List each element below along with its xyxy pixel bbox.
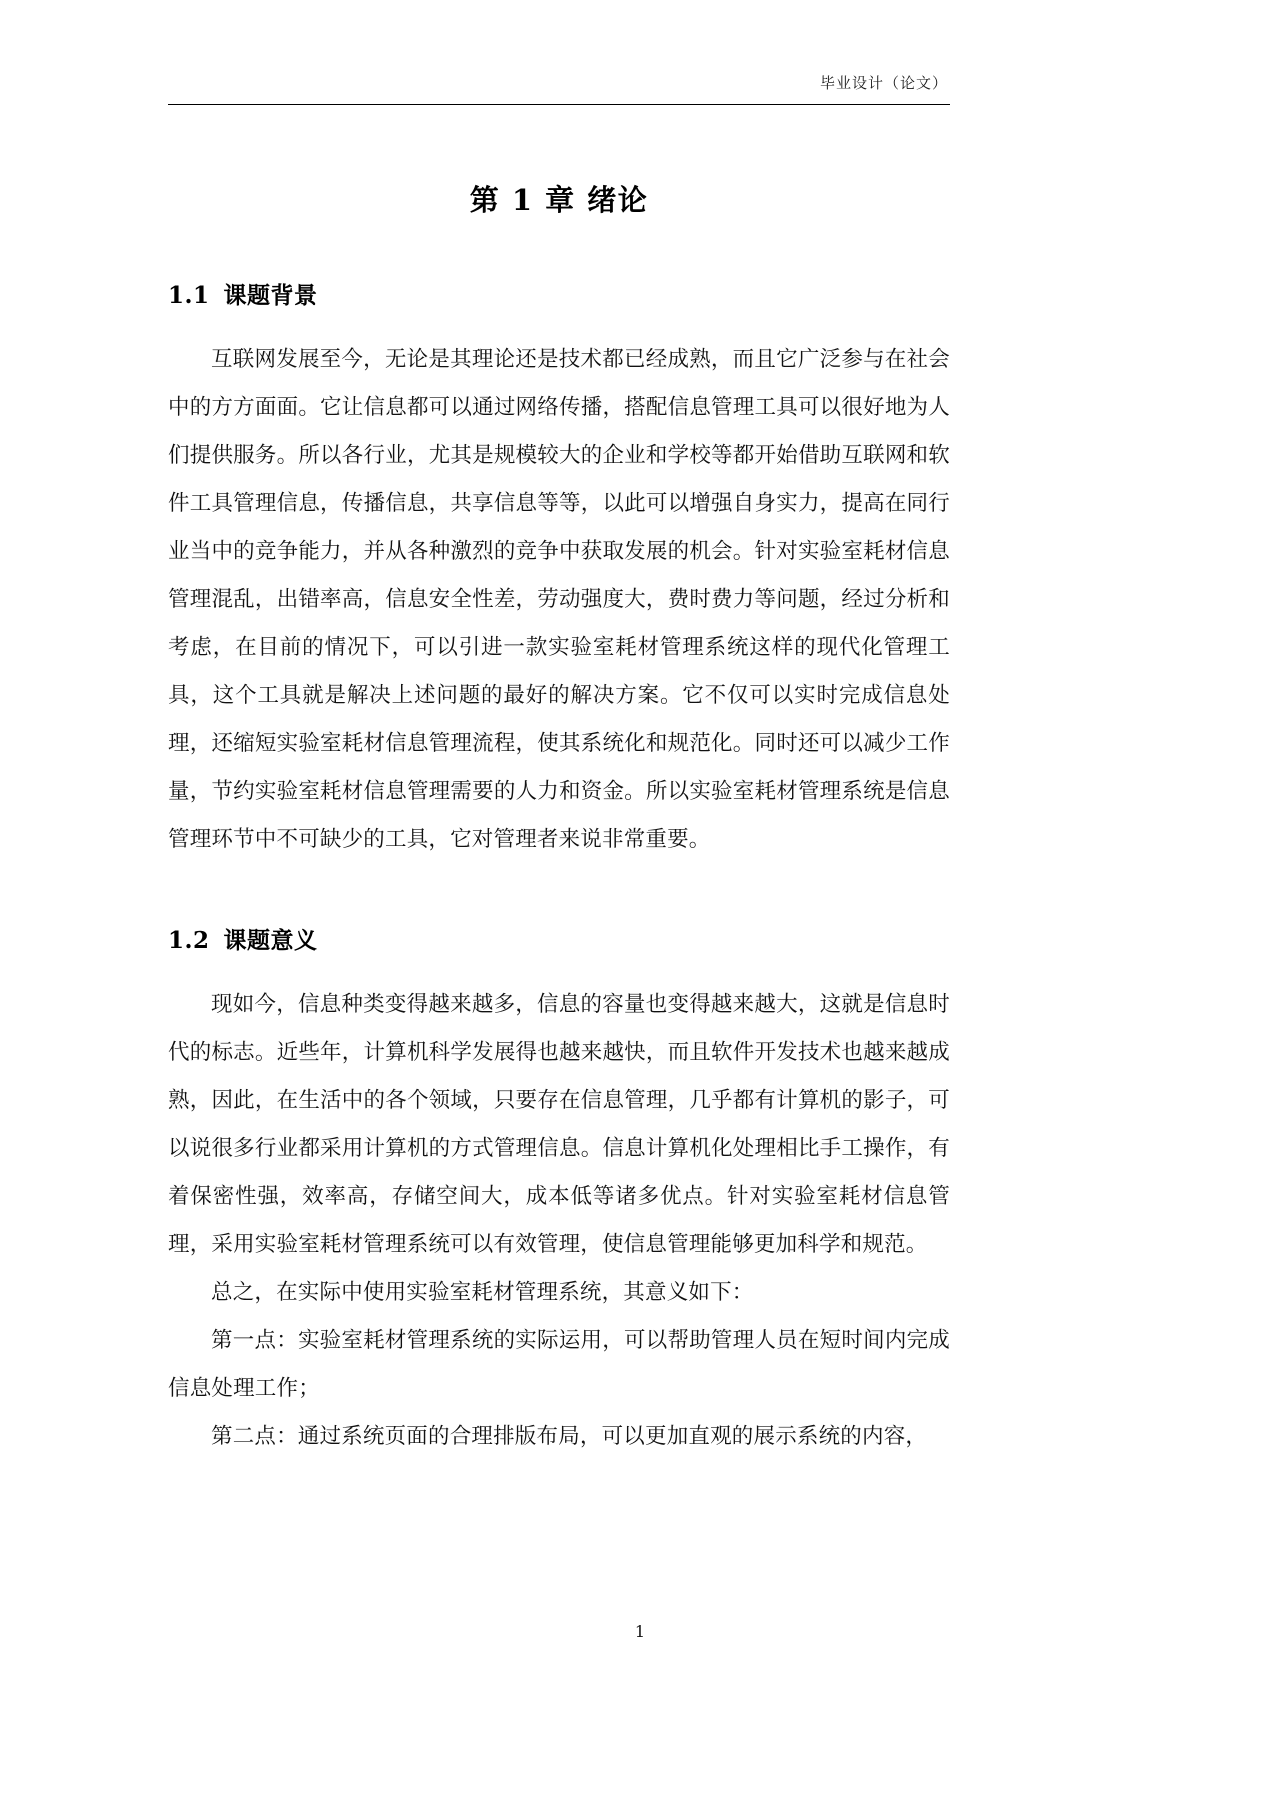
section-heading-1-2 bbox=[168, 922, 950, 955]
section-heading-1-1 bbox=[168, 277, 950, 310]
running-header: 毕业设计（论文） bbox=[819, 74, 948, 92]
section-title: 课题背景 bbox=[223, 283, 318, 309]
header-divider bbox=[168, 104, 950, 105]
paragraph: 第二点：通过系统页面的合理排版布局，可以更加直观的展示系统的内容， bbox=[211, 1424, 928, 1449]
section-title: 课题意义 bbox=[223, 928, 318, 954]
section-number: 1.1 bbox=[168, 282, 210, 309]
chapter-title: 第 1 章 绪论 bbox=[469, 183, 649, 217]
paragraph: 第一点：实验室耗材管理系统的实际运用，可以帮助管理人员在短时间内完成信息处理工作； bbox=[168, 1328, 950, 1401]
page-content bbox=[168, 140, 950, 1461]
page-number: 1 bbox=[634, 1622, 646, 1641]
paragraph: 互联网发展至今，无论是其理论还是技术都已经成熟，而且它广泛参与在社会中的方方面面。它让信息都可以通过网络传播，搭配信息管理工具可以很好地为人们提供服务。所以各行业，尤其是规模较大的企业和学校等都开始借助互联网和软件工具管理信息，传播信息，共享信息等等，以此可以增强自身实力，提高在同行业当中的竞争能力，并从各种激烈的竞争中获取发展的机会。针对实验室耗材信息管理混乱，出错率高，信息安全性差，劳动强度大，费时费力等问题，经过分析和考虑，在目前的情况下，可以引进一款实验室耗材管理系统这样的现代化管理工具，这个工具就是解决上述问题的最好的解决方案。它不仅可以实时完成信息处理，还缩短实验室耗材信息管理流程，使其系统化和规范化。同时还可以减少工作量，节约实验室耗材信息管理需要的人力和资金。所以实验室耗材管理系统是信息管理环节中不可缺少的工具，它对管理者来说非常重要。 bbox=[168, 347, 950, 852]
paragraph: 总之，在实际中使用实验室耗材管理系统，其意义如下： bbox=[211, 1280, 754, 1305]
section-number: 1.2 bbox=[168, 927, 210, 954]
paragraph: 现如今，信息种类变得越来越多，信息的容量也变得越来越大，这就是信息时代的标志。近些年，计算机科学发展得也越来越快，而且软件开发技术也越来越成熟，因此，在生活中的各个领域，只要存在信息管理，几乎都有计算机的影子，可以说很多行业都采用计算机的方式管理信息。信息计算机化处理相比手工操作，有着保密性强，效率高，存储空间大，成本低等诸多优点。针对实验室耗材信息管理，采用实验室耗材管理系统可以有效管理，使信息管理能够更加科学和规范。 bbox=[168, 992, 950, 1257]
